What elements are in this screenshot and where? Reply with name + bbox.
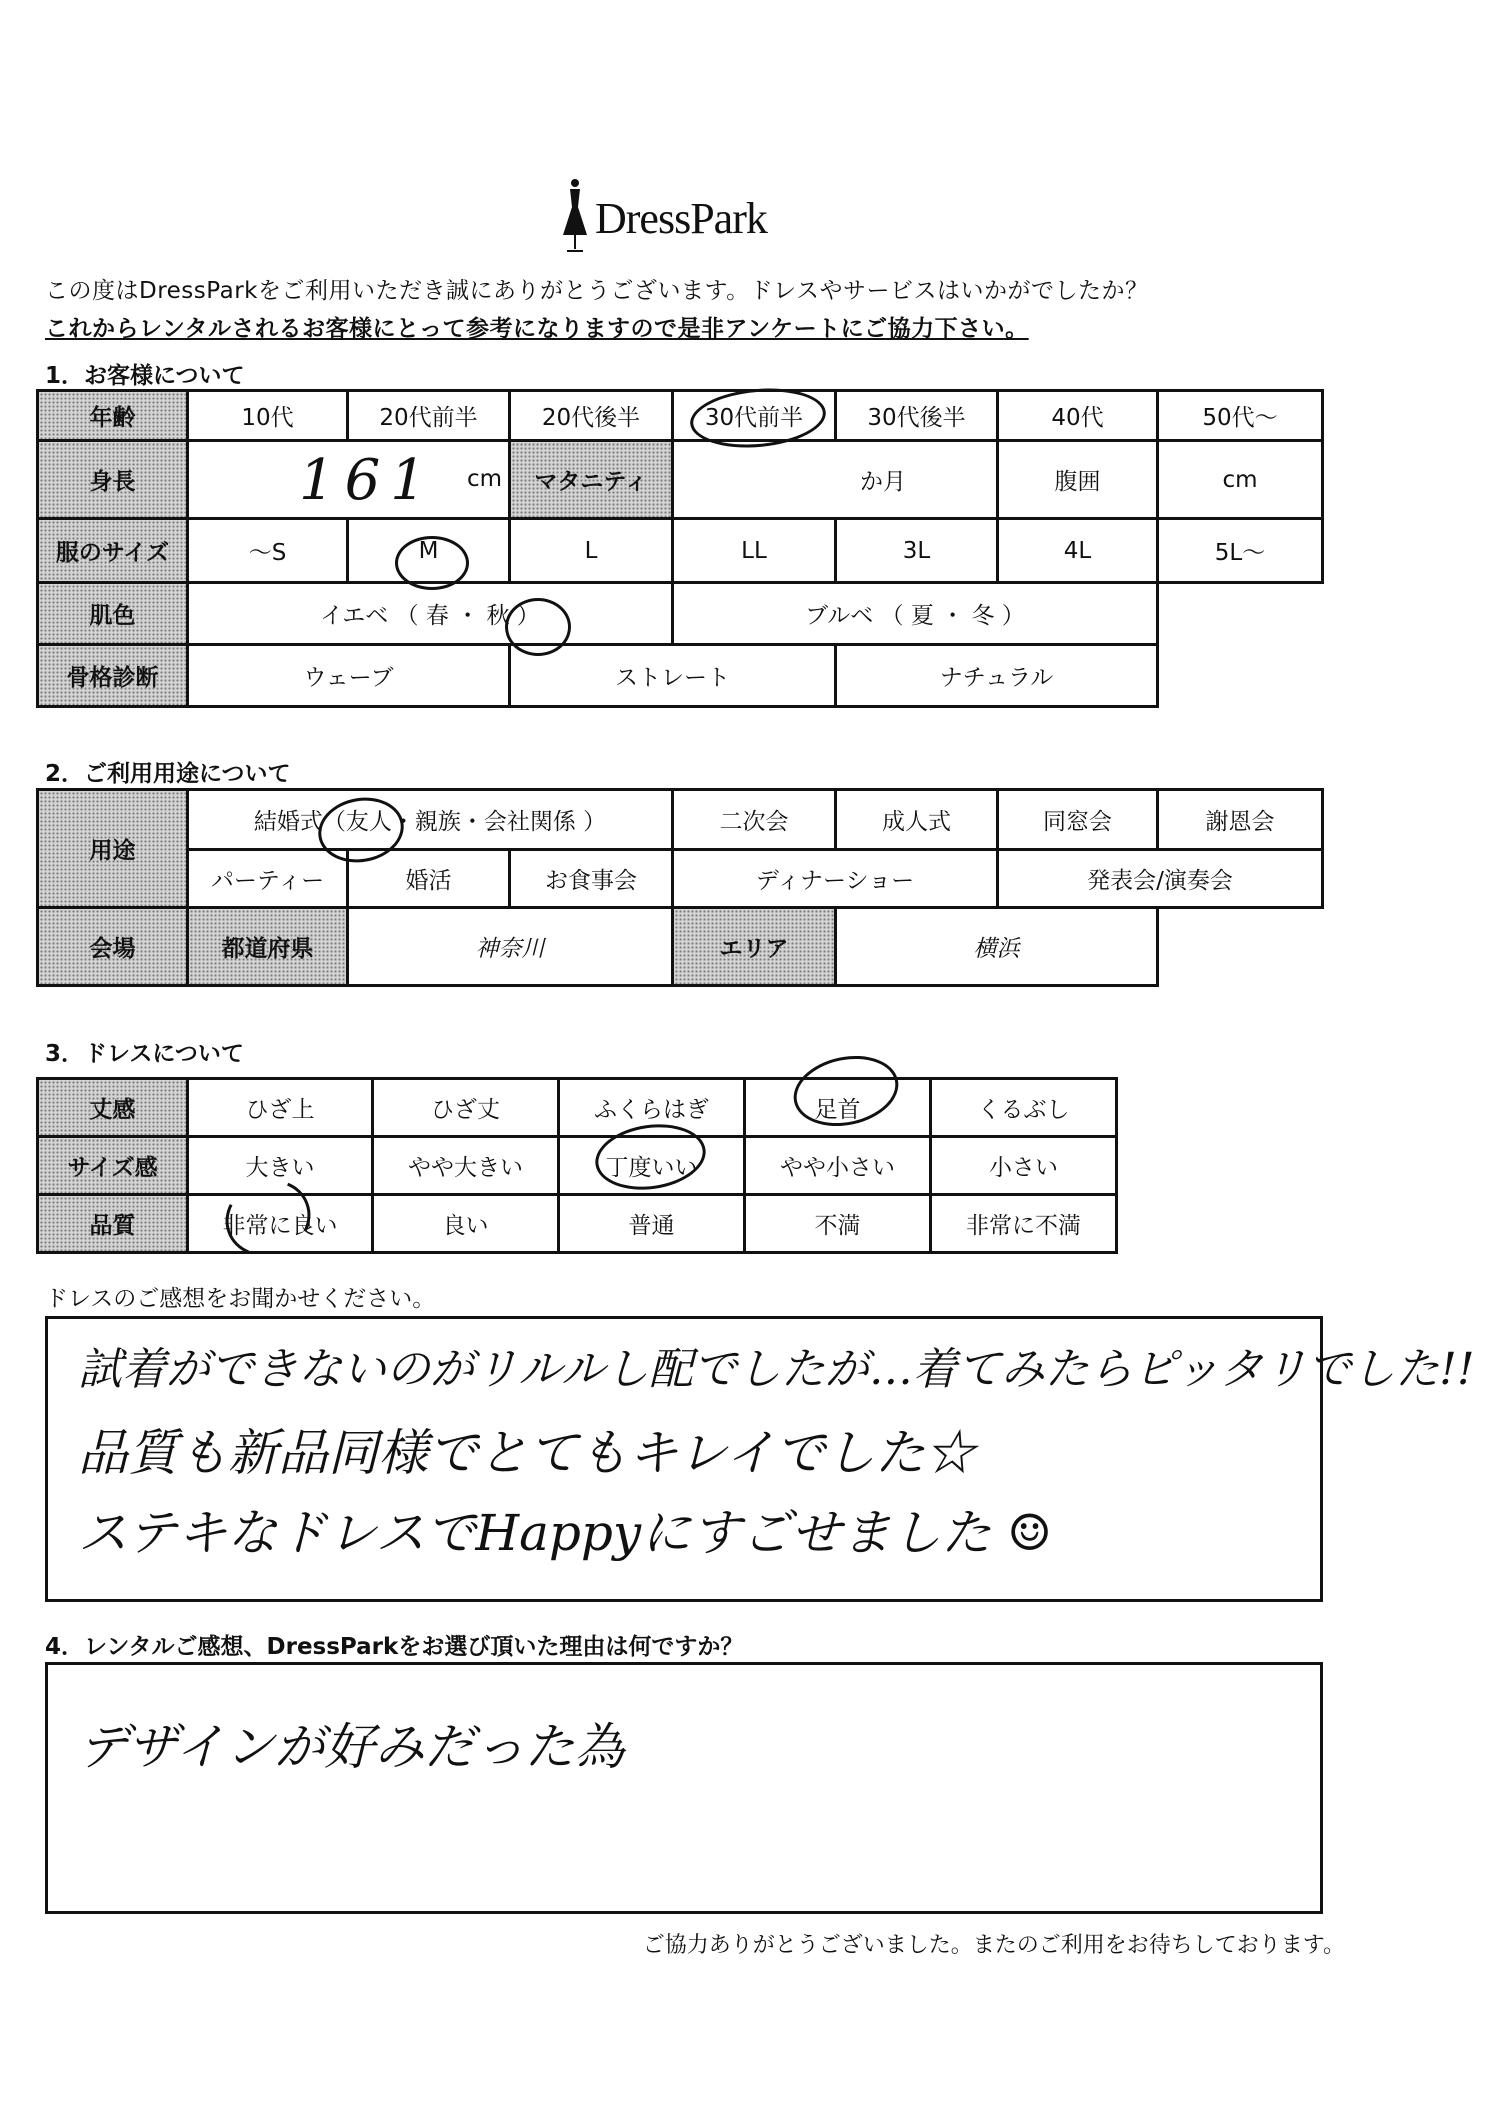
skin-row [38,583,1323,645]
dress-mannequin-icon [555,175,595,255]
use-wedding[interactable]: 結婚式（友人・親族・会社関係 ） [188,790,673,850]
fit-option[interactable]: やや小さい [745,1137,931,1195]
length-option[interactable]: ふくらはぎ [559,1079,745,1137]
length-row [38,1079,1117,1137]
length-option[interactable]: ひざ丈 [373,1079,559,1137]
use-option[interactable]: 成人式 [836,790,998,850]
skin-blue[interactable]: ブルベ （ 夏 ・ 冬 ） [673,583,1158,645]
size-option[interactable]: 3L [836,519,998,583]
empty-cell [1158,908,1323,986]
skin-yellow[interactable]: イエベ （ 春 ・ 秋 ） [188,583,673,645]
size-option[interactable]: 4L [998,519,1158,583]
brand-name: DressPark [595,194,767,243]
fit-option-selected[interactable]: 丁度いい [559,1137,745,1195]
selection-circle-size [395,536,469,590]
length-option[interactable]: ひざ上 [188,1079,373,1137]
venue-row [38,908,1323,986]
body-label: 骨格診断 [38,645,188,707]
use-option[interactable]: 婚活 [348,850,510,908]
usage-table [36,788,1324,987]
use-row-2 [38,850,1323,908]
body-row [38,645,1323,707]
body-option[interactable]: ナチュラル [836,645,1158,707]
age-option[interactable]: 10代 [188,391,348,441]
dress-table [36,1077,1118,1254]
maternity-months-field[interactable] [673,441,998,519]
size-option-selected[interactable]: M [348,519,510,583]
use-option[interactable]: 二次会 [673,790,836,850]
quality-option[interactable]: 非常に不満 [931,1195,1117,1253]
intro-line-1: この度はDressParkをご利用いただき誠にありがとうございます。ドレスやサービスはいかがでしたか？ [45,278,1149,304]
belly-field[interactable] [1158,441,1323,519]
age-option[interactable]: 20代前半 [348,391,510,441]
size-row [38,519,1323,583]
comment-line: ステキなドレスでHappyにすごせました ☺ [78,1504,1052,1562]
reason-answer: デザインが好みだった為 [78,1718,625,1776]
use-option[interactable]: パーティー [188,850,348,908]
fit-option[interactable]: 小さい [931,1137,1117,1195]
skin-label: 肌色 [38,583,188,645]
age-option[interactable]: 30代後半 [836,391,998,441]
fit-option[interactable]: やや大きい [373,1137,559,1195]
fit-option[interactable]: 大きい [188,1137,373,1195]
footer-thanks: ご協力ありがとうございました。またのご利用をお待ちしております。 [642,1933,1345,1958]
empty-cell [1158,583,1323,645]
quality-option-selected[interactable]: 非常に良い [188,1195,373,1253]
prefecture-label: 都道府県 [188,908,348,986]
height-value: 161 [299,448,436,513]
height-field[interactable] [188,441,510,519]
intro-line-2: これからレンタルされるお客様にとって参考になりますので是非アンケートにご協力下さい。 [45,316,1029,342]
age-option-selected[interactable]: 30代前半 [673,391,836,441]
size-option[interactable]: 5L～ [1158,519,1323,583]
section-4-title: 4．レンタルご感想、DressParkをお選び頂いた理由は何ですか？ [45,1634,744,1660]
venue-label: 会場 [38,908,188,986]
use-row-1 [38,790,1323,850]
size-option[interactable]: ～S [188,519,348,583]
comment-prompt: ドレスのご感想をお聞かせください。 [45,1286,436,1312]
maternity-label: マタニティ [510,441,673,519]
length-option[interactable]: くるぶし [931,1079,1117,1137]
age-option[interactable]: 20代後半 [510,391,673,441]
height-label: 身長 [38,441,188,519]
use-label: 用途 [38,790,188,908]
reason-answer-box[interactable] [45,1662,1323,1914]
belly-label: 腹囲 [998,441,1158,519]
size-option[interactable]: LL [673,519,836,583]
use-option[interactable]: ディナーショー [673,850,998,908]
age-option[interactable]: 50代～ [1158,391,1323,441]
use-option[interactable]: お食事会 [510,850,673,908]
height-row [38,441,1323,519]
quality-label: 品質 [38,1195,188,1253]
body-option-selected[interactable]: ウェーブ [188,645,510,707]
length-label: 丈感 [38,1079,188,1137]
quality-option[interactable]: 普通 [559,1195,745,1253]
use-option[interactable]: 同窓会 [998,790,1158,850]
fit-row [38,1137,1117,1195]
customer-table [36,389,1324,708]
age-row [38,391,1323,441]
belly-unit: cm [1222,466,1258,493]
area-value[interactable]: 横浜 [836,908,1158,986]
comment-line: 試着ができないのがリルルし配でしたが…着てみたらピッタリでした!! [78,1344,1475,1395]
empty-cell [1158,645,1323,707]
section-1-title: 1．お客様について [45,363,245,389]
age-option[interactable]: 40代 [998,391,1158,441]
body-option[interactable]: ストレート [510,645,836,707]
area-label: エリア [673,908,836,986]
age-label: 年齢 [38,391,188,441]
section-3-title: 3．ドレスについて [45,1041,244,1067]
selection-circle-skin [505,598,571,656]
length-option-selected[interactable]: 足首 [745,1079,931,1137]
fit-label: サイズ感 [38,1137,188,1195]
quality-row [38,1195,1117,1253]
section-2-title: 2．ご利用用途について [45,761,291,787]
size-option[interactable]: L [510,519,673,583]
height-unit: cm [466,466,502,492]
dresspark-logo [555,175,795,255]
size-label: 服のサイズ [38,519,188,583]
quality-option[interactable]: 良い [373,1195,559,1253]
comment-line: 品質も新品同様でとてもキレイでした☆ [78,1424,975,1482]
use-option[interactable]: 謝恩会 [1158,790,1323,850]
months-label: か月 [860,469,906,495]
quality-option[interactable]: 不満 [745,1195,931,1253]
dress-comment-box[interactable] [45,1316,1475,1602]
prefecture-value[interactable]: 神奈川 [348,908,673,986]
use-option[interactable]: 発表会/演奏会 [998,850,1323,908]
